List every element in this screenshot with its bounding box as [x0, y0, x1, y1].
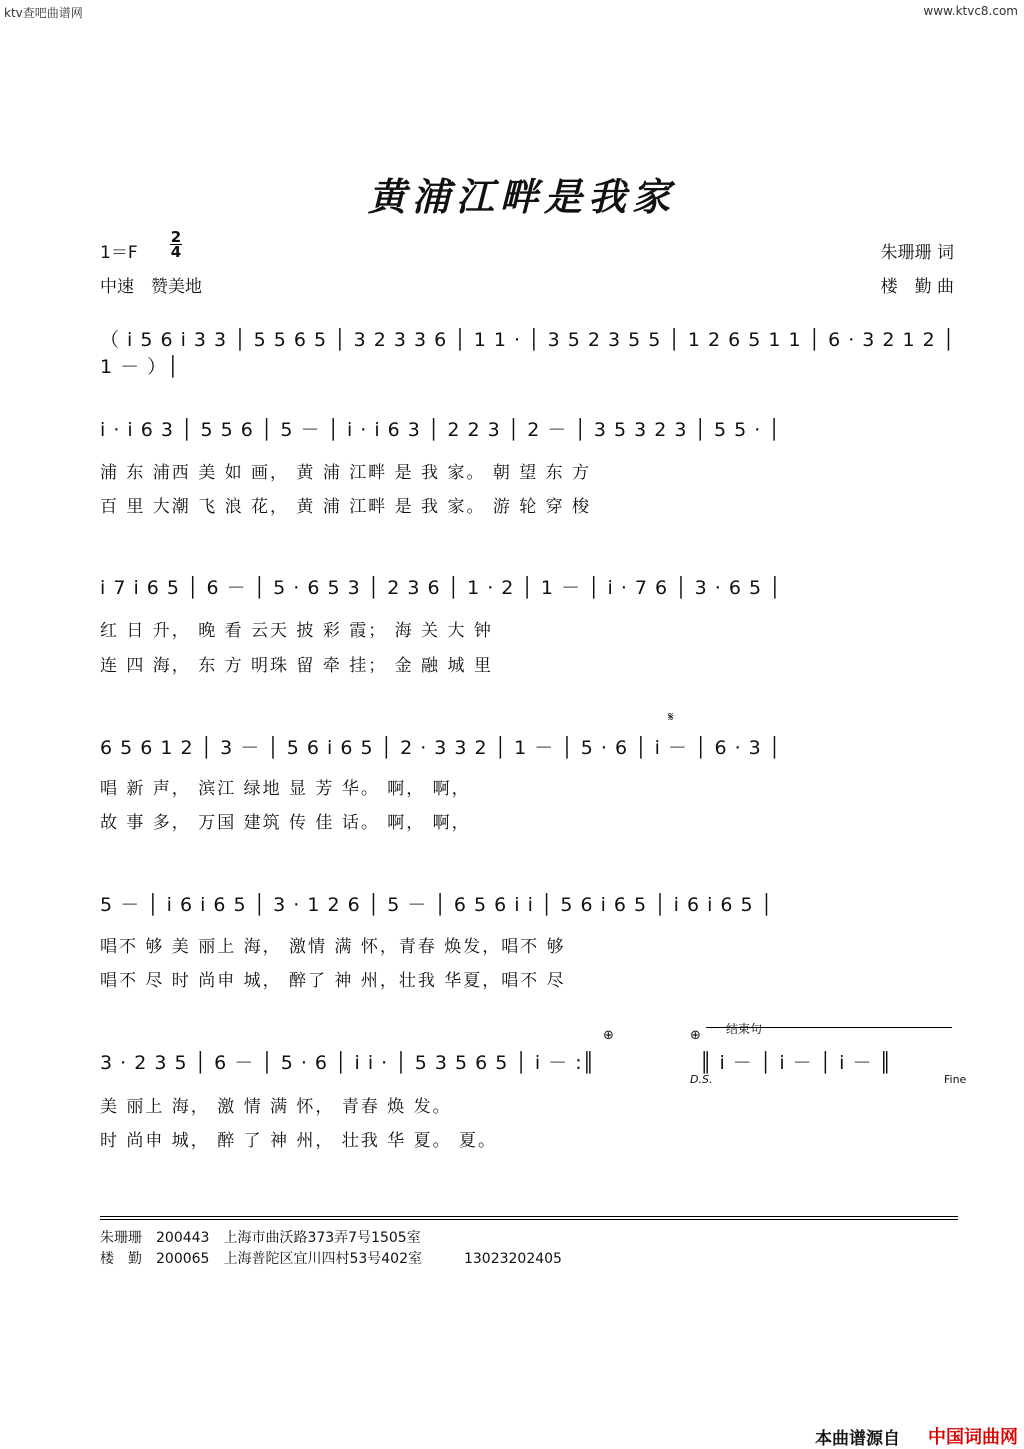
- segno-sign: 𝄋: [668, 710, 674, 725]
- lyric-verse-1: 唱不 够 美 丽上 海， 激情 满 怀，青春 焕发，唱不 够: [100, 937, 566, 957]
- ending-bracket: [706, 1027, 952, 1028]
- lyric-verse-1: 唱 新 声， 滨江 绿地 显 芳 华。 啊， 啊，: [100, 779, 471, 799]
- lyric-verse-1: 美 丽上 海， 激 情 满 怀， 青春 焕 发。: [100, 1097, 452, 1117]
- score-system-1: [100, 415, 960, 455]
- lyric-verse-2: 唱不 尽 时 尚申 城， 醉了 神 州，壮我 华夏，唱不 尽: [100, 971, 566, 991]
- fine-marking: Fine: [944, 1073, 967, 1086]
- coda-sign-ending: ⊕: [690, 1028, 701, 1043]
- coda-sign: ⊕: [603, 1028, 614, 1043]
- watermark-right: www.ktvc8.com: [923, 4, 1018, 18]
- time-signature: 2 4: [170, 228, 182, 261]
- ending-label: 结束句: [726, 1022, 763, 1036]
- footer-divider: [100, 1219, 958, 1220]
- lyricist-credit: 朱珊珊 词: [880, 243, 954, 263]
- key-signature: 1＝F: [100, 243, 138, 263]
- lyric-verse-2: 故 事 多， 万国 建筑 传 佳 话。 啊， 啊，: [100, 813, 471, 833]
- contact-composer: 楼 勤 200065 上海普陀区宜川四村53号402室 13023202405: [100, 1251, 562, 1267]
- lyric-verse-1: 红 日 升， 晚 看 云天 披 彩 霞； 海 关 大 钟: [100, 621, 493, 641]
- lyric-verse-2: 连 四 海， 东 方 明珠 留 牵 挂； 金 融 城 里: [100, 656, 493, 676]
- score-system-3: [100, 733, 960, 773]
- notation-line: i · i 6 3 │ 5 5 6 │ 5 － │ i · i 6 3 │ 2 2 3 │ 2 － │ 3 5 3 2 3 │ 5 5 · │: [100, 419, 781, 441]
- lyric-verse-2: 百 里 大潮 飞 浪 花， 黄 浦 江畔 是 我 家。 游 轮 穿 梭: [100, 497, 592, 517]
- notation-line: 6 5 6 1 2 │ 3 － │ 5 6 i 6 5 │ 2 · 3 3 2 │ 1 － │ 5 · 6 │ i － │ 6 · 3 │: [100, 737, 782, 759]
- score-system-4: [100, 890, 960, 930]
- watermark-left: ktv查吧曲谱网: [4, 6, 83, 20]
- source-credit-site: 中国词曲网: [928, 1427, 1018, 1448]
- notation-line: 5 － │ i 6 i 6 5 │ 3 · 1 2 6 │ 5 － │ 6 5 6 i i │ 5 6 i 6 5 │ i 6 i 6 5 │: [100, 894, 774, 916]
- footer-divider: [100, 1216, 958, 1217]
- song-title: 黄浦江畔是我家: [368, 174, 677, 219]
- contact-lyricist: 朱珊珊 200443 上海市曲沃路373弄7号1505室: [100, 1230, 421, 1246]
- ending-phrase: ║ i － │ i － │ i － ║: [700, 1052, 892, 1074]
- composer-credit: 楼 勤 曲: [880, 277, 954, 297]
- ds-marking: D.S.: [690, 1073, 713, 1086]
- score-system-5: [100, 1048, 700, 1088]
- notation-line: （ i 5 6 i 3 3 │ 5 5 6 5 │ 3 2 3 3 6 │ 1 1 · │ 3 5 2 3 5 5 │ 1 2 6 5 1 1 │ 6 · 3 2 1 2 │ 1 － ）│: [100, 329, 956, 378]
- score-system-intro: [100, 325, 960, 378]
- lyric-verse-1: 浦 东 浦西 美 如 画， 黄 浦 江畔 是 我 家。 朝 望 东 方: [100, 463, 592, 483]
- lyric-verse-2: 时 尚申 城， 醉 了 神 州， 壮我 华 夏。 夏。: [100, 1131, 498, 1151]
- notation-line: i 7 i 6 5 │ 6 － │ 5 · 6 5 3 │ 2 3 6 │ 1 · 2 │ 1 － │ i · 7 6 │ 3 · 6 5 │: [100, 577, 782, 599]
- tempo-marking: 中速 赞美地: [100, 277, 202, 297]
- score-system-2: [100, 573, 960, 613]
- source-credit-label: 本曲谱源自: [815, 1429, 900, 1449]
- notation-line: 3 · 2 3 5 │ 6 － │ 5 · 6 │ i i · │ 5 3 5 6 5 │ i － :║: [100, 1052, 596, 1074]
